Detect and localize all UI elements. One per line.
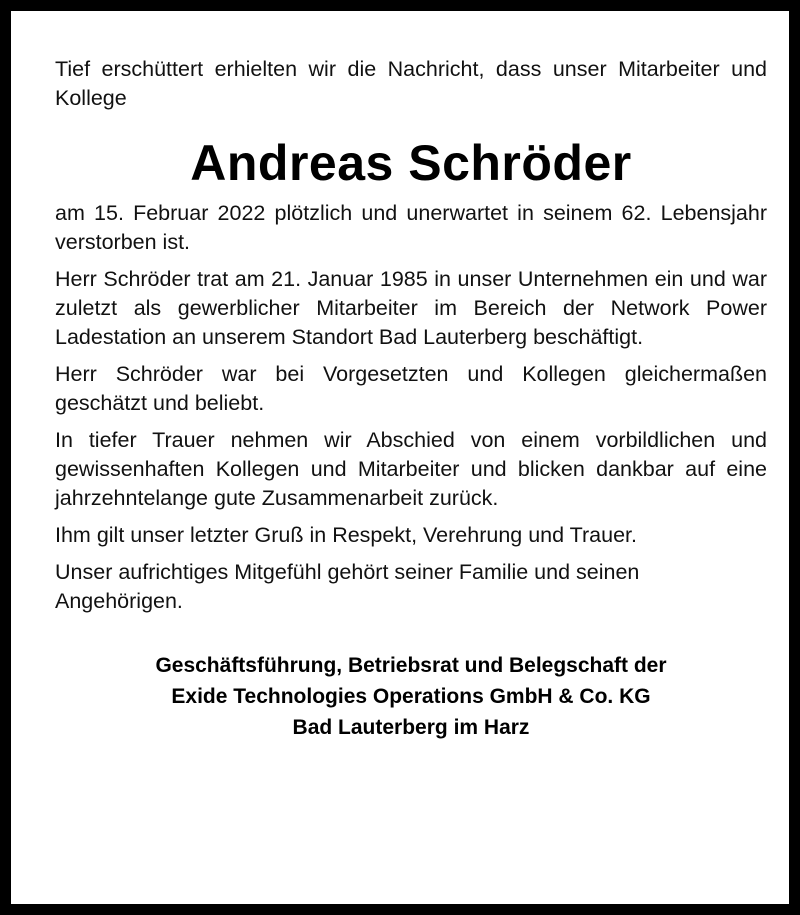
paragraph-career: Herr Schröder trat am 21. Januar 1985 in unser Unternehmen ein und war zuletzt als gewerblicher Mitarbeiter im Bereich der Network Power Ladestation an unserem Standort Bad Lauterberg beschäftigt. (55, 267, 767, 349)
paragraph-condolence: Unser aufrichtiges Mitgefühl gehört seiner Familie und seinen Angehörigen. (55, 560, 640, 613)
paragraph-farewell: Ihm gilt unser letzter Gruß in Respekt, Verehrung und Trauer. (55, 523, 637, 547)
paragraph-death-date: am 15. Februar 2022 plötzlich und unerwartet in seinem 62. Lebensjahr verstorben ist. (55, 201, 767, 254)
signature-line-1: Geschäftsführung, Betriebsrat und Belegschaft der (155, 654, 667, 677)
deceased-name: Andreas Schröder (190, 135, 632, 191)
signature-block (55, 650, 767, 743)
signature-line-3: Bad Lauterberg im Harz (292, 716, 530, 739)
paragraph-esteem: Herr Schröder war bei Vorgesetzten und Kollegen gleichermaßen geschätzt und beliebt. (55, 362, 767, 415)
signature-line-2: Exide Technologies Operations GmbH & Co. KG (171, 685, 651, 708)
intro-text: Tief erschüttert erhielten wir die Nachricht, dass unser Mitarbeiter und Kollege (55, 57, 767, 110)
paragraph-mourning: In tiefer Trauer nehmen wir Abschied von einem vorbildlichen und gewissenhaften Kollegen und Mitarbeiter und blicken dankbar auf eine jahrzehntelange gute Zusammenarbeit zurück. (55, 428, 767, 510)
notice-content (55, 55, 767, 743)
